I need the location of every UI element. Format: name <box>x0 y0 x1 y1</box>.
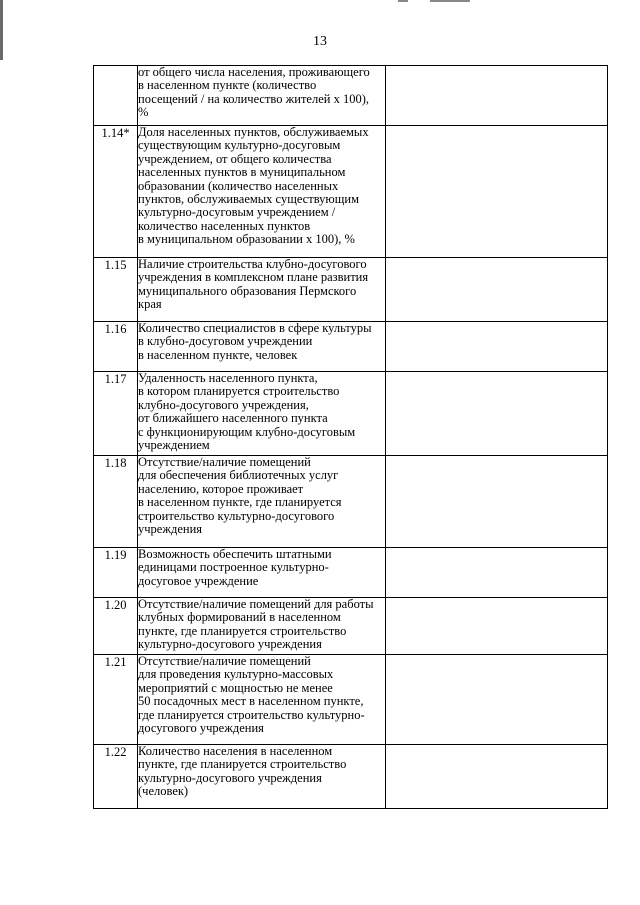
description-line: учреждения <box>138 522 203 537</box>
item-number: 1.16 <box>94 322 138 372</box>
criteria-table <box>93 65 608 809</box>
criterion-description <box>138 372 386 456</box>
description-line: количество населенных пунктов <box>138 218 311 233</box>
description-line: в муниципальном образовании х 100), % <box>138 232 355 247</box>
value-cell <box>386 548 608 598</box>
description-line: единицами построенное культурно- <box>138 560 329 575</box>
description-line: пунктов, обслуживаемых существующим <box>138 192 359 207</box>
table-row <box>94 548 608 598</box>
description-line: в котором планируется строительство <box>138 384 340 399</box>
description-line: Отсутствие/наличие помещений для работы <box>138 597 374 611</box>
description-line: учреждением <box>138 438 210 453</box>
description-line: клубно-досугового учреждения, <box>138 397 309 412</box>
description-line: Количество населения в населенном <box>138 744 333 758</box>
item-number: 1.19 <box>94 548 138 598</box>
description-line: пункте, где планируется строительство <box>138 757 347 772</box>
description-line: в клубно-досуговом учреждении <box>138 334 313 349</box>
criterion-description <box>138 456 386 548</box>
description-line: посещений / на количество жителей х 100), <box>138 91 369 106</box>
description-line: от ближайшего населенного пункта <box>138 411 328 426</box>
description-line: % <box>138 105 149 120</box>
description-line: для обеспечения библиотечных услуг <box>138 468 339 483</box>
description-line: для проведения культурно-массовых <box>138 667 334 682</box>
table-row <box>94 322 608 372</box>
item-number: 1.20 <box>94 598 138 655</box>
value-cell <box>386 745 608 809</box>
table-row <box>94 372 608 456</box>
description-line: культурно-досугового учреждения <box>138 770 322 785</box>
description-line: образовании (количество населенных <box>138 178 339 193</box>
value-cell <box>386 258 608 322</box>
description-line: края <box>138 297 162 312</box>
value-cell <box>386 66 608 126</box>
value-cell <box>386 655 608 745</box>
page-number: 13 <box>313 34 327 49</box>
value-cell <box>386 598 608 655</box>
table-row <box>94 745 608 809</box>
item-number: 1.15 <box>94 258 138 322</box>
value-cell <box>386 372 608 456</box>
criterion-description <box>138 548 386 598</box>
description-line: пункте, где планируется строительство <box>138 623 347 638</box>
criterion-description <box>138 745 386 809</box>
description-line: (человек) <box>138 784 189 799</box>
description-line: населенных пунктов в муниципальном <box>138 165 346 180</box>
description-line: Удаленность населенного пункта, <box>138 371 318 385</box>
criterion-description <box>138 66 386 126</box>
description-line: Отсутствие/наличие помещений <box>138 455 311 469</box>
description-line: строительство культурно-досугового <box>138 508 335 523</box>
description-line: учреждения в комплексном плане развития <box>138 270 369 285</box>
description-line: клубных формирований в населенном <box>138 610 341 625</box>
criterion-description <box>138 322 386 372</box>
value-cell <box>386 126 608 258</box>
description-line: Возможность обеспечить штатными <box>138 547 332 561</box>
criterion-description <box>138 655 386 745</box>
value-cell <box>386 456 608 548</box>
criterion-description <box>138 598 386 655</box>
item-number <box>94 66 138 126</box>
description-line: Наличие строительства клубно-досугового <box>138 257 367 271</box>
item-number: 1.14* <box>94 126 138 258</box>
description-line: культурно-досугового учреждения <box>138 637 322 652</box>
item-number: 1.18 <box>94 456 138 548</box>
item-number: 1.17 <box>94 372 138 456</box>
description-line: 50 посадочных мест в населенном пункте, <box>138 694 364 709</box>
table-row <box>94 258 608 322</box>
table-row <box>94 655 608 745</box>
description-line: где планируется строительство культурно- <box>138 707 365 722</box>
criterion-description <box>138 126 386 258</box>
description-line: существующим культурно-досуговым <box>138 138 341 153</box>
scan-mark <box>398 0 408 2</box>
item-number: 1.22 <box>94 745 138 809</box>
table-row <box>94 126 608 258</box>
item-number: 1.21 <box>94 655 138 745</box>
description-line: в населенном пункте, человек <box>138 347 298 362</box>
scan-mark <box>430 0 470 2</box>
description-line: населению, которое проживает <box>138 481 304 496</box>
description-line: досугового учреждения <box>138 721 264 736</box>
description-line: учреждением, от общего количества <box>138 151 332 166</box>
table-row <box>94 66 608 126</box>
description-line: Количество специалистов в сфере культуры <box>138 321 372 335</box>
description-line: досуговое учреждение <box>138 573 259 588</box>
criterion-description <box>138 258 386 322</box>
table-row <box>94 598 608 655</box>
description-line: Отсутствие/наличие помещений <box>138 654 311 668</box>
description-line: Доля населенных пунктов, обслуживаемых <box>138 125 369 139</box>
description-line: муниципального образования Пермского <box>138 283 357 298</box>
description-line: мероприятий с мощностью не менее <box>138 680 333 695</box>
description-line: в населенном пункте (количество <box>138 78 317 93</box>
description-line: с функционирующим клубно-досуговым <box>138 424 356 439</box>
table-row <box>94 456 608 548</box>
description-line: культурно-досуговым учреждением / <box>138 205 336 220</box>
description-line: в населенном пункте, где планируется <box>138 495 342 510</box>
description-line: от общего числа населения, проживающего <box>138 65 370 79</box>
value-cell <box>386 322 608 372</box>
scan-edge-shadow <box>0 0 3 60</box>
